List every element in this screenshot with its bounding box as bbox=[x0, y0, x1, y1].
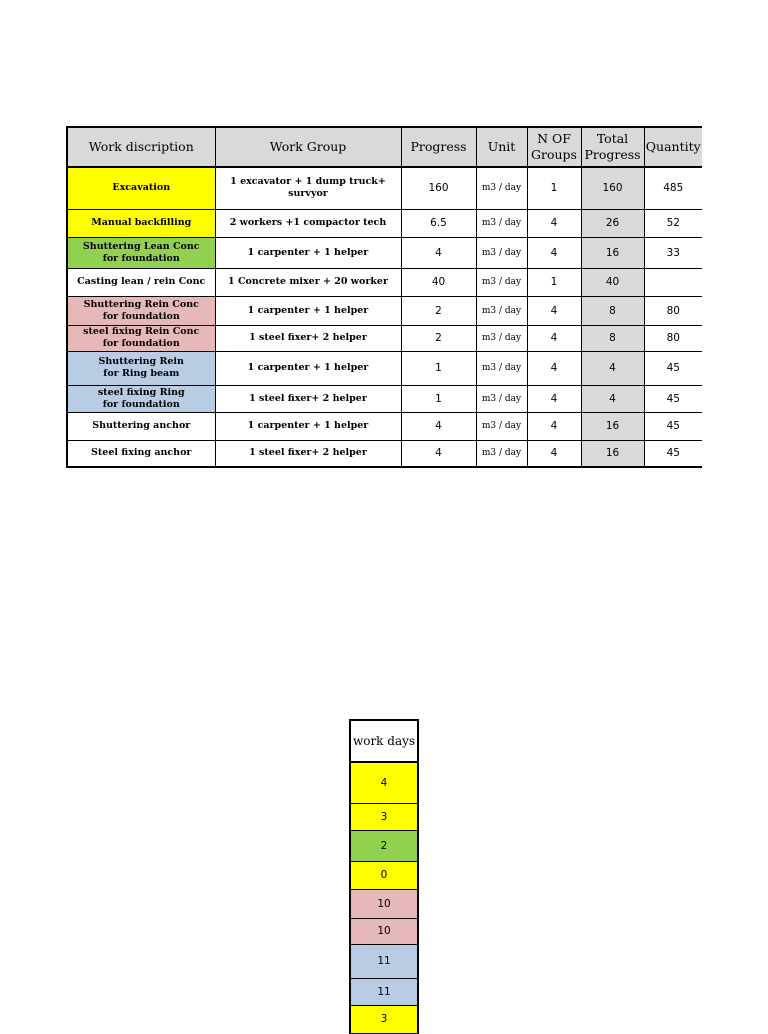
quantity-cell: 80 bbox=[644, 296, 702, 325]
work-description-line: Shuttering Lean Conc bbox=[82, 240, 200, 252]
work-description-line: for foundation bbox=[102, 310, 180, 322]
progress-cell: 1 bbox=[401, 385, 476, 412]
progress-cell: 6.5 bbox=[401, 209, 476, 237]
work-description-cell bbox=[67, 268, 215, 296]
work-description-cell bbox=[67, 237, 215, 268]
table-row bbox=[67, 325, 702, 351]
total-progress-cell: 4 bbox=[581, 385, 644, 412]
progress-cell: 2 bbox=[401, 325, 476, 351]
table-header-row bbox=[67, 127, 702, 167]
table-row bbox=[67, 209, 702, 237]
work-days-value: 4 bbox=[350, 762, 418, 803]
table-row bbox=[67, 296, 702, 325]
work-group-cell: 1 steel fixer+ 2 helper bbox=[215, 385, 401, 412]
total-progress-cell: 40 bbox=[581, 268, 644, 296]
work-description-line: Shuttering anchor bbox=[92, 420, 191, 431]
work-description-line: steel fixing Rein Conc bbox=[83, 326, 200, 337]
total-progress-cell: 8 bbox=[581, 296, 644, 325]
work-days-table bbox=[349, 719, 419, 1034]
header-unit: Unit bbox=[476, 127, 527, 167]
work-days-value: 11 bbox=[350, 944, 418, 978]
work-description-cell bbox=[67, 325, 215, 351]
quantity-cell: 45 bbox=[644, 385, 702, 412]
work-days-value: 10 bbox=[350, 918, 418, 944]
work-group-cell: 1 carpenter + 1 helper bbox=[215, 412, 401, 440]
unit-cell: m3 / day bbox=[476, 237, 527, 268]
work-days-row bbox=[350, 918, 418, 944]
groups-cell: 4 bbox=[527, 351, 581, 385]
groups-cell: 4 bbox=[527, 412, 581, 440]
groups-cell: 1 bbox=[527, 268, 581, 296]
progress-cell: 40 bbox=[401, 268, 476, 296]
work-description-cell bbox=[67, 385, 215, 412]
unit-cell: m3 / day bbox=[476, 325, 527, 351]
unit-cell: m3 / day bbox=[476, 385, 527, 412]
unit-cell: m3 / day bbox=[476, 412, 527, 440]
unit-cell: m3 / day bbox=[476, 440, 527, 467]
quantity-cell: 45 bbox=[644, 412, 702, 440]
work-days-value: 0 bbox=[350, 861, 418, 889]
header-quantity: Quantity bbox=[644, 127, 702, 167]
table-row bbox=[67, 351, 702, 385]
quantity-cell bbox=[644, 268, 702, 296]
work-days-row bbox=[350, 1005, 418, 1033]
total-progress-cell: 16 bbox=[581, 237, 644, 268]
work-days-row bbox=[350, 944, 418, 978]
unit-cell: m3 / day bbox=[476, 296, 527, 325]
work-description-cell bbox=[67, 440, 215, 467]
work-description-cell bbox=[67, 209, 215, 237]
work-group-cell: 1 Concrete mixer + 20 worker bbox=[215, 268, 401, 296]
header-total-progress-label: Total Progress bbox=[584, 131, 641, 162]
work-days-value: 2 bbox=[350, 830, 418, 861]
work-progress-table bbox=[66, 126, 702, 468]
header-work-group: Work Group bbox=[215, 127, 401, 167]
progress-cell: 4 bbox=[401, 440, 476, 467]
table-row bbox=[67, 167, 702, 209]
table-row bbox=[67, 385, 702, 412]
work-description-line: for foundation bbox=[102, 252, 180, 264]
quantity-cell: 45 bbox=[644, 351, 702, 385]
work-description-line: Shuttering Rein bbox=[98, 356, 184, 367]
work-days-row bbox=[350, 861, 418, 889]
quantity-cell: 52 bbox=[644, 209, 702, 237]
work-days-row bbox=[350, 889, 418, 918]
groups-cell: 4 bbox=[527, 237, 581, 268]
work-group-cell: 1 steel fixer+ 2 helper bbox=[215, 440, 401, 467]
table-row bbox=[67, 237, 702, 268]
groups-cell: 4 bbox=[527, 440, 581, 467]
total-progress-cell: 16 bbox=[581, 440, 644, 467]
header-progress: Progress bbox=[401, 127, 476, 167]
table-row bbox=[67, 268, 702, 296]
work-description-line: Steel fixing anchor bbox=[91, 447, 192, 459]
work-description-line: for foundation bbox=[102, 398, 180, 410]
work-days-header-row bbox=[350, 720, 418, 762]
progress-cell: 4 bbox=[401, 412, 476, 440]
work-days-header: work days bbox=[350, 720, 418, 762]
progress-cell: 1 bbox=[401, 351, 476, 385]
work-group-cell: 1 carpenter + 1 helper bbox=[215, 296, 401, 325]
work-description-line: for foundation bbox=[102, 338, 180, 349]
work-description-cell bbox=[67, 412, 215, 440]
unit-cell: m3 / day bbox=[476, 351, 527, 385]
work-days-row bbox=[350, 803, 418, 830]
work-description-line: Shuttering Rein Conc bbox=[83, 298, 199, 310]
total-progress-cell: 160 bbox=[581, 167, 644, 209]
header-work-description: Work discription bbox=[67, 127, 215, 167]
work-days-value: 3 bbox=[350, 1005, 418, 1033]
progress-cell: 2 bbox=[401, 296, 476, 325]
total-progress-cell: 4 bbox=[581, 351, 644, 385]
groups-cell: 1 bbox=[527, 167, 581, 209]
work-days-value: 10 bbox=[350, 889, 418, 918]
unit-cell: m3 / day bbox=[476, 268, 527, 296]
work-description-cell bbox=[67, 167, 215, 209]
table-row bbox=[67, 412, 702, 440]
unit-cell: m3 / day bbox=[476, 167, 527, 209]
quantity-cell: 485 bbox=[644, 167, 702, 209]
work-description-line: Manual backfilling bbox=[91, 217, 192, 228]
groups-cell: 4 bbox=[527, 385, 581, 412]
unit-cell: m3 / day bbox=[476, 209, 527, 237]
quantity-cell: 80 bbox=[644, 325, 702, 351]
work-description-cell bbox=[67, 351, 215, 385]
work-description-cell bbox=[67, 296, 215, 325]
work-days-value: 3 bbox=[350, 803, 418, 830]
work-group-cell: 2 workers +1 compactor tech bbox=[215, 209, 401, 237]
work-days-row bbox=[350, 830, 418, 861]
progress-cell: 4 bbox=[401, 237, 476, 268]
work-group-cell: 1 carpenter + 1 helper bbox=[215, 351, 401, 385]
total-progress-cell: 26 bbox=[581, 209, 644, 237]
work-days-value: 11 bbox=[350, 978, 418, 1005]
work-description-line: steel fixing Ring bbox=[97, 386, 185, 398]
header-n-of-groups-label: N OF Groups bbox=[531, 131, 577, 162]
table-body bbox=[67, 167, 702, 467]
work-description-line: Excavation bbox=[112, 182, 171, 194]
total-progress-cell: 16 bbox=[581, 412, 644, 440]
work-days-row bbox=[350, 978, 418, 1005]
total-progress-cell: 8 bbox=[581, 325, 644, 351]
work-days-body bbox=[350, 720, 418, 1033]
header-total-progress bbox=[581, 127, 644, 167]
groups-cell: 4 bbox=[527, 296, 581, 325]
work-description-line: Casting lean / rein Conc bbox=[77, 276, 206, 287]
work-description-line: for Ring beam bbox=[103, 368, 180, 379]
work-group-cell: 1 steel fixer+ 2 helper bbox=[215, 325, 401, 351]
groups-cell: 4 bbox=[527, 209, 581, 237]
progress-cell: 160 bbox=[401, 167, 476, 209]
work-group-cell: 1 carpenter + 1 helper bbox=[215, 237, 401, 268]
table-row bbox=[67, 440, 702, 467]
quantity-cell: 33 bbox=[644, 237, 702, 268]
header-n-of-groups bbox=[527, 127, 581, 167]
groups-cell: 4 bbox=[527, 325, 581, 351]
work-days-row bbox=[350, 762, 418, 803]
quantity-cell: 45 bbox=[644, 440, 702, 467]
work-group-cell: 1 excavator + 1 dump truck+ survyor bbox=[215, 167, 401, 209]
